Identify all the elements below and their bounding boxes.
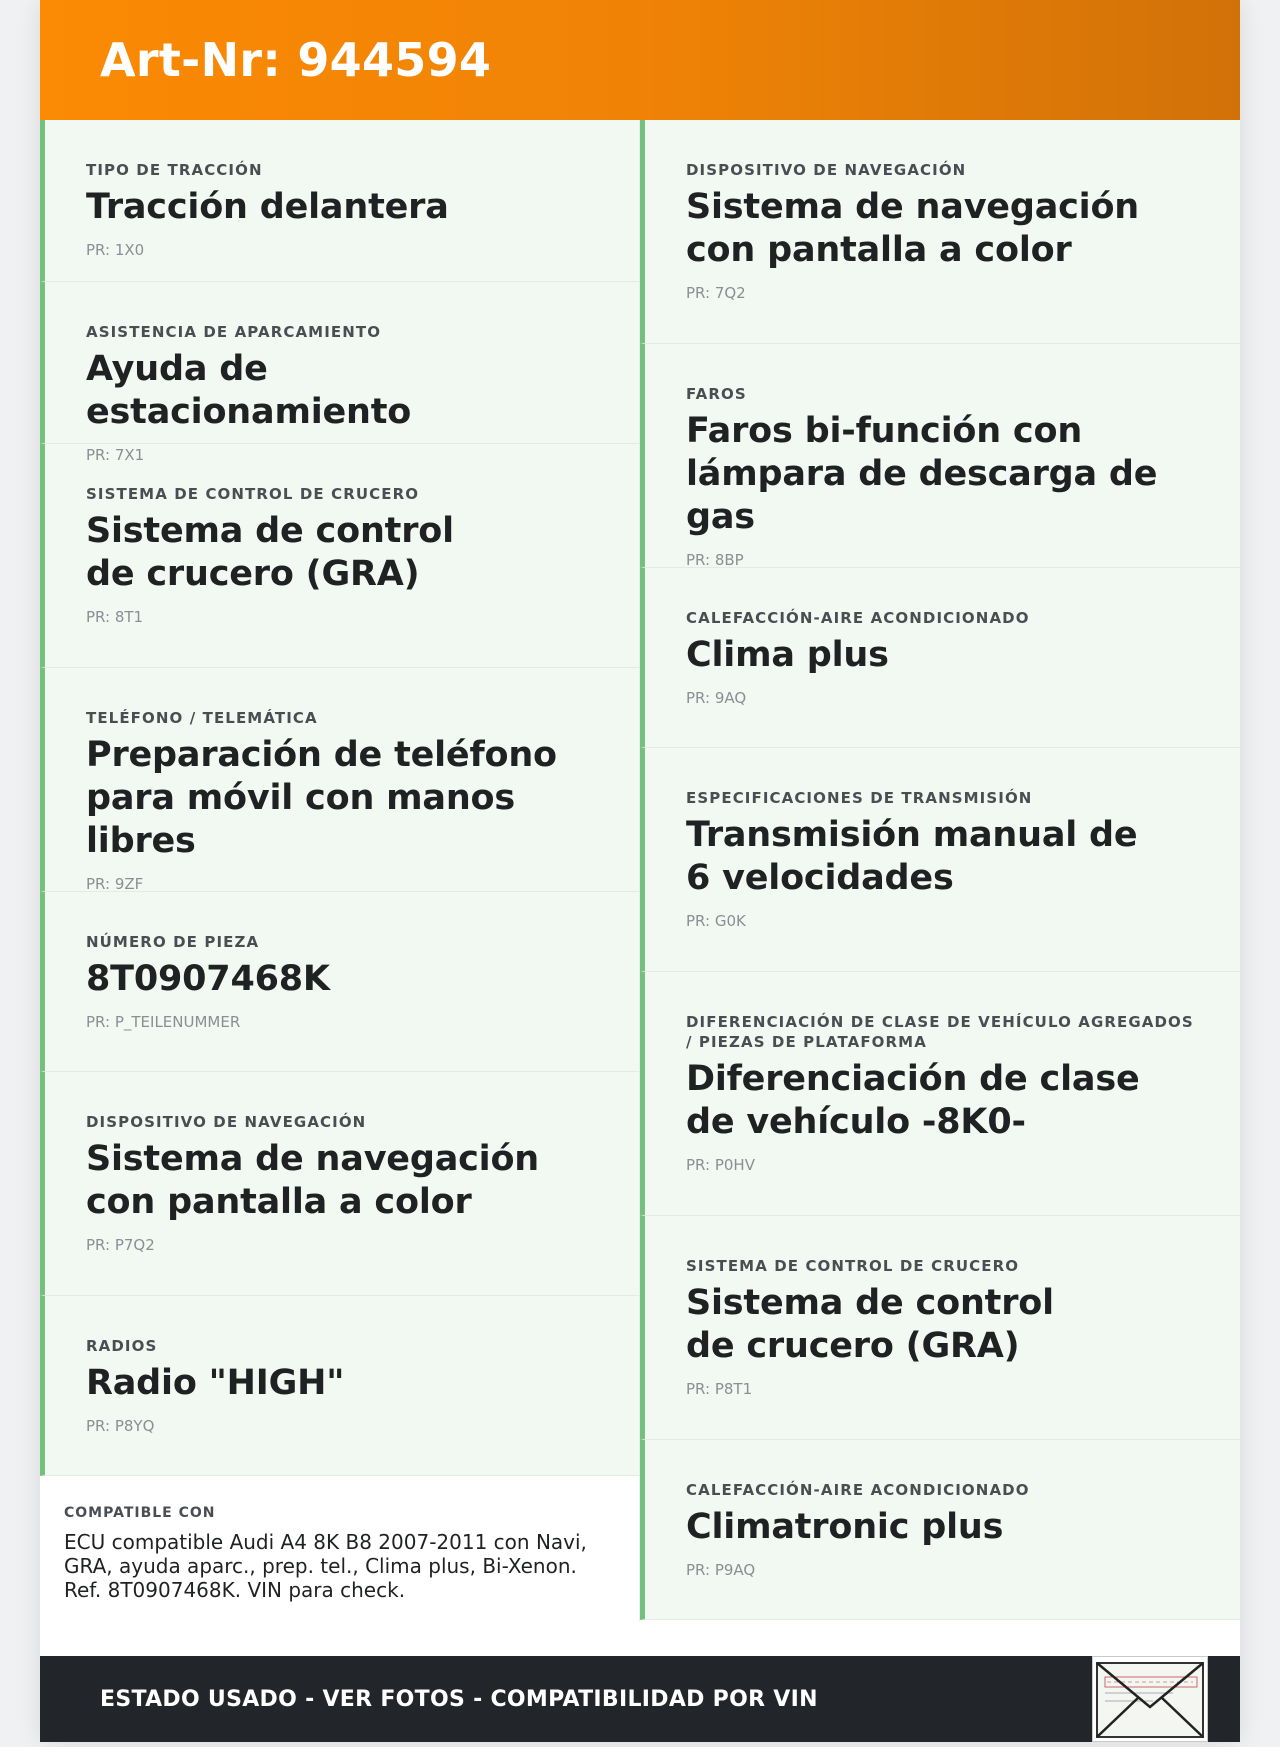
spec-label: TELÉFONO / TELEMÁTICA: [86, 709, 318, 727]
spec-value: Preparación de teléfono para móvil con manos libres: [86, 735, 557, 861]
spec-code: PR: 7X1: [86, 446, 145, 464]
footer-text: ESTADO USADO - VER FOTOS - COMPATIBILIDAD POR VIN: [100, 1686, 818, 1712]
spec-code: PR: P8T1: [686, 1380, 753, 1398]
spec-value: Climatronic plus: [686, 1507, 1004, 1547]
spec-value: Faros bi-función con lámpara de descarga de gas: [686, 411, 1158, 537]
spec-label: CALEFACCIÓN-AIRE ACONDICIONADO: [686, 1481, 1030, 1499]
footer-bar: [40, 1656, 1240, 1742]
spec-code: PR: 9AQ: [686, 689, 747, 707]
right-column: [640, 120, 1240, 1622]
spec-card-cruise-control: [640, 1216, 1240, 1440]
spec-code: PR: P7Q2: [86, 1236, 155, 1254]
left-column: [40, 120, 640, 1622]
spec-label: FAROS: [686, 385, 747, 403]
spec-label: ESPECIFICACIONES DE TRANSMISIÓN: [686, 789, 1033, 807]
article-number-title: Art-Nr: 944594: [100, 33, 492, 87]
spec-value: 8T0907468K: [86, 959, 330, 999]
spec-card-cruise-control: [40, 444, 640, 668]
spec-code: PR: 7Q2: [686, 284, 746, 302]
spec-value: Clima plus: [686, 635, 889, 675]
spec-value: Sistema de control de crucero (GRA): [86, 511, 454, 594]
spec-card-navigation: [640, 120, 1240, 344]
spec-code: PR: P8YQ: [86, 1417, 155, 1435]
spec-label: DISPOSITIVO DE NAVEGACIÓN: [686, 161, 967, 179]
spec-card-vehicle-class: [640, 972, 1240, 1216]
spec-code: PR: G0K: [686, 912, 746, 930]
spec-label: ASISTENCIA DE APARCAMIENTO: [86, 323, 382, 341]
spec-label: RADIOS: [86, 1337, 158, 1355]
spec-value: Radio "HIGH": [86, 1363, 345, 1403]
compatibility-label: COMPATIBLE CON: [64, 1505, 216, 1521]
spec-code: PR: 9ZF: [86, 875, 144, 893]
spec-card-drive-type: [40, 120, 640, 282]
spec-card-telephone: [40, 668, 640, 892]
listing-sheet: [40, 0, 1240, 1742]
spec-code: PR: P_TEILENUMMER: [86, 1013, 241, 1031]
spec-card-transmission: [640, 748, 1240, 972]
spec-value: Ayuda de estacionamiento: [86, 349, 412, 432]
spec-label: CALEFACCIÓN-AIRE ACONDICIONADO: [686, 609, 1030, 627]
compatibility-text: ECU compatible Audi A4 8K B8 2007-2011 con Navi, GRA, ayuda aparc., prep. tel., Clima plus, Bi-Xenon. Ref. 8T0907468K. VIN para check.: [64, 1530, 587, 1602]
header-bar: [40, 0, 1240, 120]
spec-code: PR: 8BP: [686, 551, 744, 569]
spec-value: Diferenciación de clase de vehículo -8K0-: [686, 1059, 1140, 1142]
spec-code: PR: P0HV: [686, 1156, 755, 1174]
spec-columns: [40, 120, 1240, 1622]
spec-card-radio: [40, 1296, 640, 1476]
spec-card-climatronic: [640, 1440, 1240, 1620]
spec-card-parking-assist: [40, 282, 640, 464]
spec-value: Transmisión manual de 6 velocidades: [686, 815, 1138, 898]
spec-card-climate: [640, 568, 1240, 748]
spec-label: SISTEMA DE CONTROL DE CRUCERO: [86, 485, 420, 503]
spec-value: Sistema de control de crucero (GRA): [686, 1283, 1054, 1366]
spec-label: NÚMERO DE PIEZA: [86, 933, 260, 951]
envelope-stamp-icon: [1092, 1656, 1208, 1742]
spec-value: Sistema de navegación con pantalla a color: [86, 1139, 540, 1222]
spec-label: TIPO DE TRACCIÓN: [86, 161, 263, 179]
spec-value: Tracción delantera: [86, 187, 449, 227]
spec-code: PR: 8T1: [86, 608, 144, 626]
compatibility-box: [40, 1476, 640, 1622]
spec-label: DISPOSITIVO DE NAVEGACIÓN: [86, 1113, 367, 1131]
spec-code: PR: 1X0: [86, 241, 145, 259]
spec-value: Sistema de navegación con pantalla a color: [686, 187, 1140, 270]
spec-label: DIFERENCIACIÓN DE CLASE DE VEHÍCULO AGREGADOS / PIEZAS DE PLATAFORMA: [686, 1013, 1194, 1051]
spec-card-navigation: [40, 1072, 640, 1296]
spec-card-headlights: [640, 344, 1240, 568]
spec-label: SISTEMA DE CONTROL DE CRUCERO: [686, 1257, 1020, 1275]
spec-card-part-number: [40, 892, 640, 1072]
spec-code: PR: P9AQ: [686, 1561, 756, 1579]
